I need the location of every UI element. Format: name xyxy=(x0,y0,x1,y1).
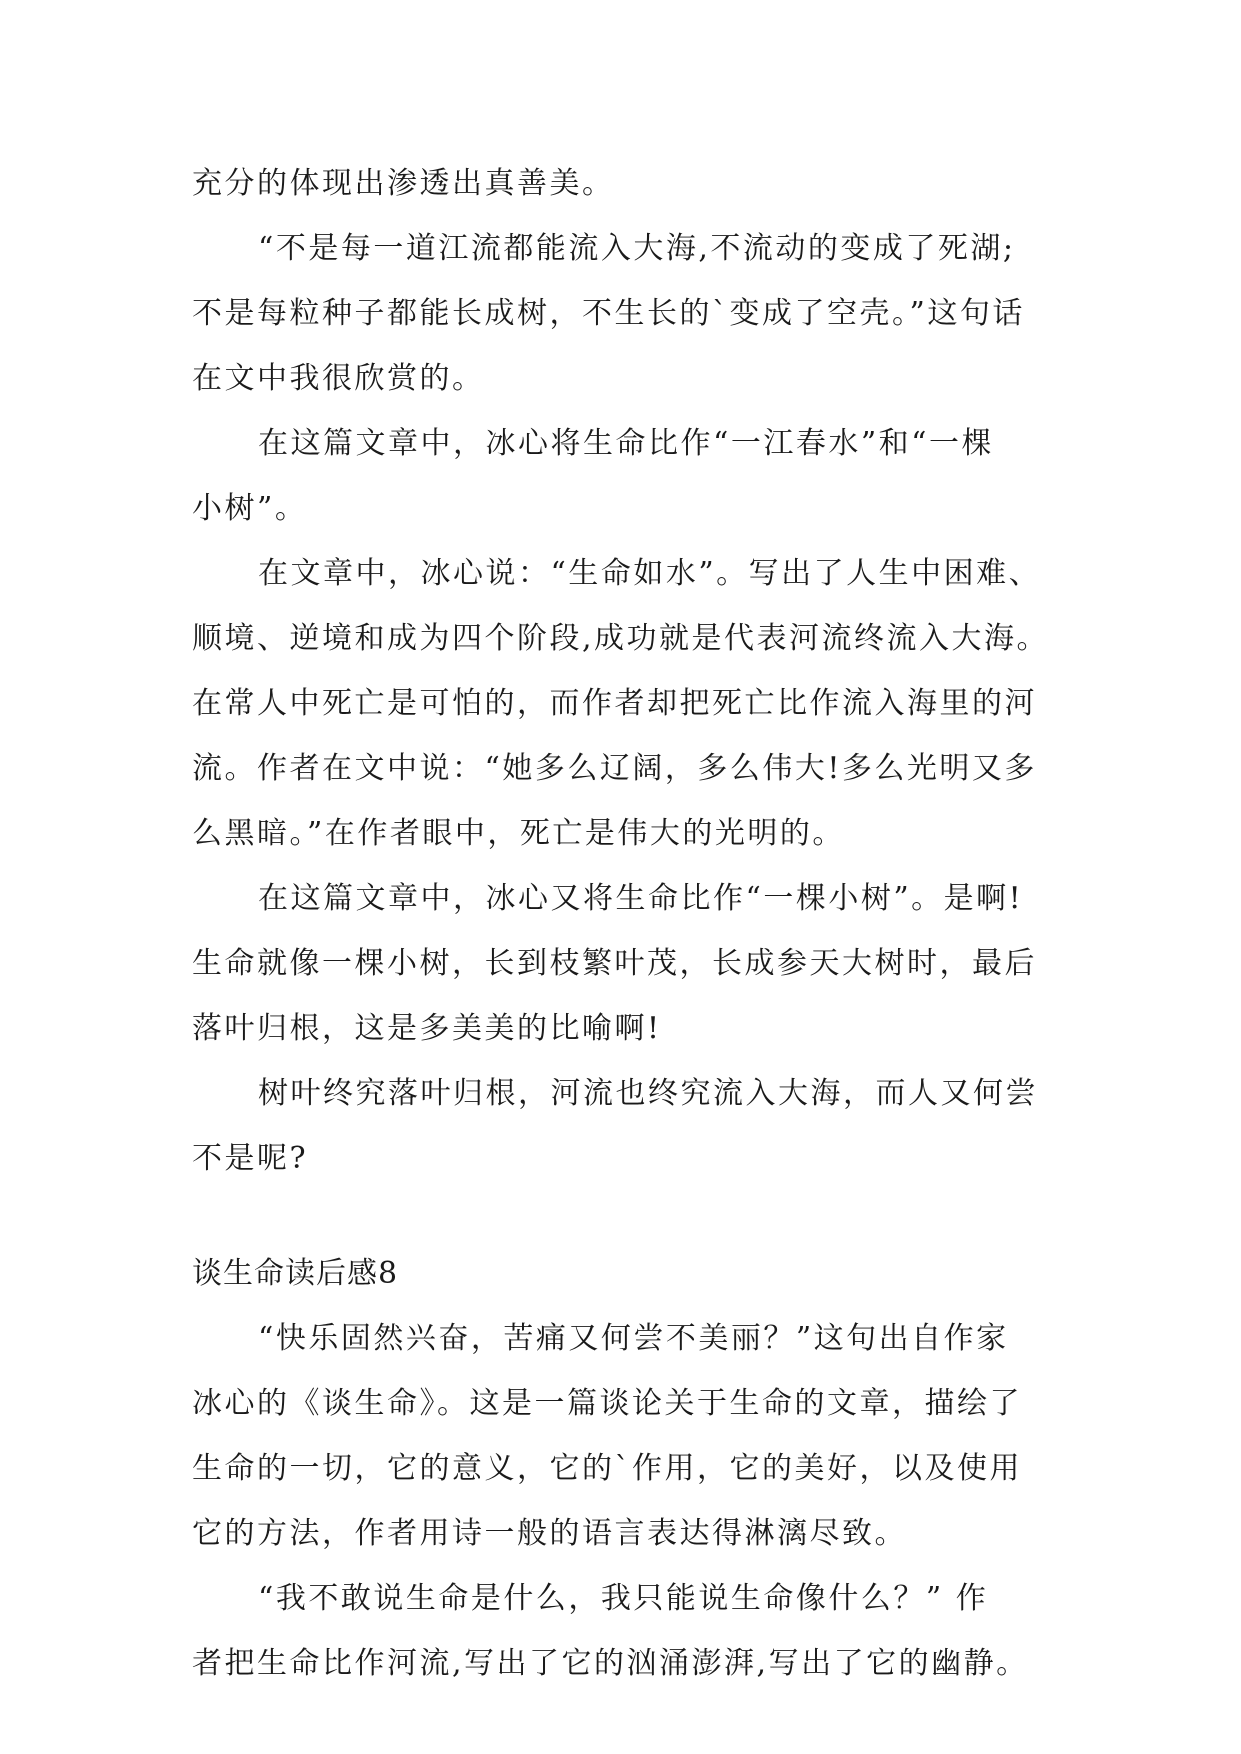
text-line: 在这篇文章中，冰心将生命比作“一江春水”和“一棵 xyxy=(258,426,995,461)
text-line: “我不敢说生命是什么，我只能说生命像什么？” 作 xyxy=(258,1581,989,1616)
text-line: “不是每一道江流都能流入大海,不流动的变成了死湖; xyxy=(258,231,1016,266)
text-line: 者把生命比作河流,写出了它的汹涌澎湃,写出了它的幽静。 xyxy=(192,1646,1029,1681)
text-line: 生命的一切，它的意义，它的`作用，它的美好，以及使用 xyxy=(192,1451,1022,1486)
text-line: 树叶终究落叶归根，河流也终究流入大海，而人又何尝 xyxy=(258,1076,1038,1111)
text-line: 不是每粒种子都能长成树，不生长的`变成了空壳。”这句话 xyxy=(192,296,1025,331)
text-line: 不是呢? xyxy=(192,1141,309,1176)
text-line: 落叶归根，这是多美美的比喻啊! xyxy=(192,1011,662,1046)
text-line: 流。作者在文中说：“她多么辽阔，多么伟大!多么光明又多 xyxy=(192,751,1037,786)
text-line: 生命就像一棵小树，长到枝繁叶茂，长成参天大树时，最后 xyxy=(192,946,1037,981)
text-line: 在常人中死亡是可怕的，而作者却把死亡比作流入海里的河 xyxy=(192,686,1037,721)
text-line: 它的方法，作者用诗一般的语言表达得淋漓尽致。 xyxy=(192,1516,907,1551)
text-line: 小树”。 xyxy=(192,491,308,526)
text-line: 充分的体现出渗透出真善美。 xyxy=(192,166,615,201)
text-line: 在文中我很欣赏的。 xyxy=(192,361,485,396)
text-line: 顺境、逆境和成为四个阶段,成功就是代表河流终流入大海。 xyxy=(192,621,1050,656)
text-line: 在文章中，冰心说：“生命如水”。写出了人生中困难、 xyxy=(258,556,1042,591)
text-line: “快乐固然兴奋，苦痛又何尝不美丽？”这句出自作家 xyxy=(258,1321,1009,1356)
text-line: 在这篇文章中，冰心又将生命比作“一棵小树”。是啊! xyxy=(258,881,1024,916)
text-line: 么黑暗。”在作者眼中，死亡是伟大的光明的。 xyxy=(192,816,845,851)
text-line: 冰心的《谈生命》。这是一篇谈论关于生命的文章，描绘了 xyxy=(192,1386,1022,1421)
section-heading: 谈生命读后感8 xyxy=(192,1256,399,1291)
